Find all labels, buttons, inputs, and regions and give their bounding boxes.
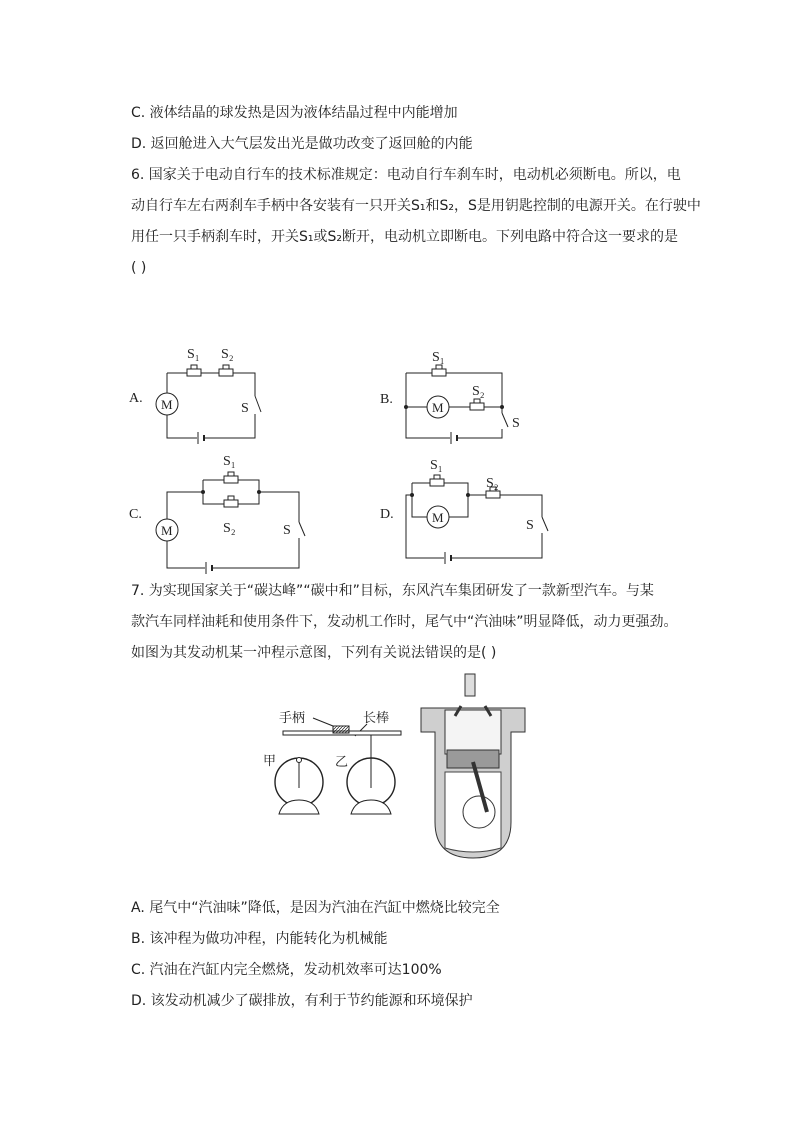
q7-stem-line-1: 7. 为实现国家关于“碳达峰”“碳中和”目标，东风汽车集团研发了一款新型汽车。与某 xyxy=(131,583,654,599)
svg-text:S: S xyxy=(512,416,520,431)
q5-option-d: D. 返回舱进入大气层发出光是做功改变了返回舱的内能 xyxy=(131,136,473,152)
circuit-a-diagram xyxy=(125,340,285,450)
svg-text:S₁: S₁ xyxy=(432,350,445,365)
q5-option-c: C. 液体结晶的球发热是因为液体结晶过程中内能增加 xyxy=(131,105,458,121)
circuit-b-label: B. xyxy=(380,392,393,407)
circuit-d-diagram xyxy=(378,455,558,570)
electroscope-figure xyxy=(255,700,415,820)
q7-option-d: D. 该发动机减少了碳排放，有利于节约能源和环境保护 xyxy=(131,993,473,1009)
svg-text:S₂: S₂ xyxy=(486,476,499,491)
circuit-a-s1: S₁ xyxy=(187,347,200,362)
circuit-a-s: S xyxy=(241,401,249,416)
svg-text:S₁: S₁ xyxy=(430,458,443,473)
svg-text:S: S xyxy=(526,518,534,533)
rod-label: 长棒 xyxy=(363,711,390,726)
handle-label: 手柄 xyxy=(279,711,306,726)
circuit-a-label: A. xyxy=(129,391,143,406)
svg-text:M: M xyxy=(432,510,444,525)
q7-option-a: A. 尾气中“汽油味”降低，是因为汽油在汽缸中燃烧比较完全 xyxy=(131,900,500,916)
q7-option-c: C. 汽油在汽缸内完全燃烧，发动机效率可达100% xyxy=(131,962,442,978)
yi-label: 乙 xyxy=(335,755,349,770)
q7-stem-line-2: 款汽车同样油耗和使用条件下，发动机工作时，尾气中“汽油味”明显降低，动力更强劲。 xyxy=(131,614,678,630)
q6-stem-line-3: 用任一只手柄刹车时，开关S₁或S₂断开，电动机立即断电。下列电路中符合这一要求的是 xyxy=(131,229,678,245)
engine-cylinder-figure xyxy=(415,672,530,860)
q7-option-b: B. 该冲程为做功冲程，内能转化为机械能 xyxy=(131,931,388,947)
q6-answer-blank: ( ) xyxy=(131,260,147,276)
svg-text:S₂: S₂ xyxy=(223,521,236,536)
svg-text:M: M xyxy=(161,523,173,538)
circuit-a-s2: S₂ xyxy=(221,347,234,362)
circuit-c-label: C. xyxy=(129,507,142,522)
svg-text:M: M xyxy=(161,397,173,412)
circuit-d-label: D. xyxy=(380,507,394,522)
svg-text:S₂: S₂ xyxy=(472,384,485,399)
svg-text:M: M xyxy=(432,400,444,415)
q7-stem-line-3: 如图为其发动机某一冲程示意图，下列有关说法错误的是( ) xyxy=(131,645,497,661)
circuit-c-diagram xyxy=(125,450,315,575)
svg-text:S₁: S₁ xyxy=(223,454,236,469)
jia-label: 甲 xyxy=(263,754,277,769)
q6-stem-line-2: 动自行车左右两刹车手柄中各安装有一只开关S₁和S₂，S是用钥匙控制的电源开关。在行驶中 xyxy=(131,198,701,214)
circuit-b-diagram xyxy=(378,345,538,450)
svg-text:S: S xyxy=(283,523,291,538)
q6-stem-line-1: 6. 国家关于电动自行车的技术标准规定：电动自行车刹车时，电动机必须断电。所以，电 xyxy=(131,167,681,183)
circuit-b-wire xyxy=(406,373,502,438)
